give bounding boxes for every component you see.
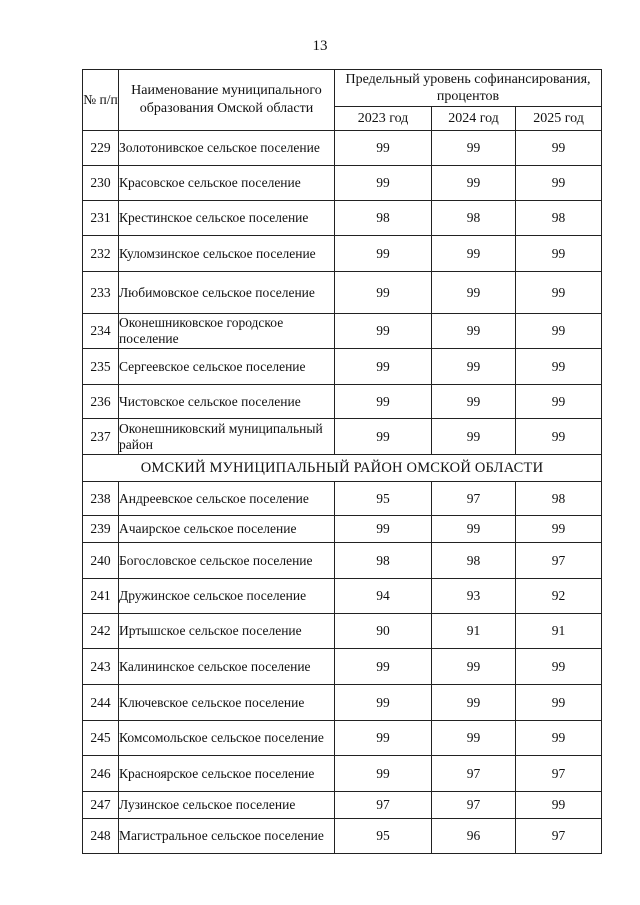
- row-name: Красовское сельское поселение: [119, 166, 335, 201]
- row-number: 239: [83, 516, 119, 543]
- value-2024: 99: [432, 166, 516, 201]
- value-2025: 97: [516, 756, 602, 792]
- value-2025: 99: [516, 516, 602, 543]
- table-row: [83, 201, 602, 236]
- row-number: 230: [83, 166, 119, 201]
- value-2025: 99: [516, 272, 602, 314]
- value-2023: 99: [335, 166, 432, 201]
- row-name: Крестинское сельское поселение: [119, 201, 335, 236]
- table-row: [83, 756, 602, 792]
- table-row: [83, 614, 602, 649]
- value-2023: 99: [335, 685, 432, 721]
- value-2023: 95: [335, 482, 432, 516]
- table-row: [83, 314, 602, 349]
- row-number: 232: [83, 236, 119, 272]
- value-2023: 99: [335, 349, 432, 385]
- value-2025: 97: [516, 543, 602, 579]
- value-2024: 97: [432, 792, 516, 819]
- value-2025: 99: [516, 166, 602, 201]
- row-number: 245: [83, 721, 119, 756]
- row-number: 242: [83, 614, 119, 649]
- row-name: Оконешниковский муниципальный район: [119, 419, 335, 455]
- value-2024: 99: [432, 236, 516, 272]
- row-name: Ключевское сельское поселение: [119, 685, 335, 721]
- row-number: 236: [83, 385, 119, 419]
- value-2024: 99: [432, 721, 516, 756]
- value-2023: 99: [335, 721, 432, 756]
- value-2025: 99: [516, 385, 602, 419]
- table-row: [83, 819, 602, 854]
- value-2023: 99: [335, 314, 432, 349]
- row-number: 247: [83, 792, 119, 819]
- row-name: Лузинское сельское поселение: [119, 792, 335, 819]
- row-name: Красноярское сельское поселение: [119, 756, 335, 792]
- row-number: 248: [83, 819, 119, 854]
- section-row: [83, 455, 602, 482]
- header-year-2025: 2025 год: [516, 107, 602, 131]
- row-name: Богословское сельское поселение: [119, 543, 335, 579]
- row-number: 229: [83, 131, 119, 166]
- table-row: [83, 685, 602, 721]
- value-2025: 99: [516, 236, 602, 272]
- table-header: [83, 70, 602, 131]
- row-number: 234: [83, 314, 119, 349]
- value-2024: 98: [432, 543, 516, 579]
- value-2025: 99: [516, 721, 602, 756]
- value-2024: 96: [432, 819, 516, 854]
- table-row: [83, 721, 602, 756]
- table-row: [83, 349, 602, 385]
- value-2024: 91: [432, 614, 516, 649]
- value-2025: 99: [516, 131, 602, 166]
- table-row: [83, 419, 602, 455]
- row-number: 240: [83, 543, 119, 579]
- table-row: [83, 272, 602, 314]
- page-number: 13: [312, 38, 328, 54]
- header-name: Наименование муниципального образования Омской области: [119, 70, 335, 131]
- row-number: 235: [83, 349, 119, 385]
- value-2024: 99: [432, 349, 516, 385]
- row-name: Чистовское сельское поселение: [119, 385, 335, 419]
- value-2024: 99: [432, 685, 516, 721]
- table-row: [83, 236, 602, 272]
- value-2025: 98: [516, 201, 602, 236]
- row-number: 246: [83, 756, 119, 792]
- value-2023: 97: [335, 792, 432, 819]
- value-2023: 99: [335, 236, 432, 272]
- table-row: [83, 649, 602, 685]
- value-2025: 99: [516, 419, 602, 455]
- row-name: Калининское сельское поселение: [119, 649, 335, 685]
- value-2024: 99: [432, 385, 516, 419]
- value-2023: 90: [335, 614, 432, 649]
- value-2023: 99: [335, 649, 432, 685]
- value-2024: 99: [432, 516, 516, 543]
- value-2024: 97: [432, 756, 516, 792]
- table-row: [83, 482, 602, 516]
- row-name: Комсомольское сельское поселение: [119, 721, 335, 756]
- header-year-2023: 2023 год: [335, 107, 432, 131]
- row-number: 231: [83, 201, 119, 236]
- table-row: [83, 516, 602, 543]
- header-year-2024: 2024 год: [432, 107, 516, 131]
- value-2023: 94: [335, 579, 432, 614]
- value-2025: 91: [516, 614, 602, 649]
- value-2023: 99: [335, 385, 432, 419]
- value-2025: 92: [516, 579, 602, 614]
- value-2024: 97: [432, 482, 516, 516]
- row-number: 241: [83, 579, 119, 614]
- row-name: Иртышское сельское поселение: [119, 614, 335, 649]
- value-2025: 97: [516, 819, 602, 854]
- table-row: [83, 792, 602, 819]
- value-2023: 98: [335, 201, 432, 236]
- row-number: 244: [83, 685, 119, 721]
- value-2023: 98: [335, 543, 432, 579]
- header-number: № п/п: [83, 70, 119, 131]
- value-2024: 99: [432, 649, 516, 685]
- value-2025: 99: [516, 685, 602, 721]
- row-number: 243: [83, 649, 119, 685]
- row-number: 238: [83, 482, 119, 516]
- row-number: 237: [83, 419, 119, 455]
- value-2024: 98: [432, 201, 516, 236]
- value-2023: 99: [335, 756, 432, 792]
- value-2025: 99: [516, 314, 602, 349]
- value-2024: 99: [432, 419, 516, 455]
- row-name: Сергеевское сельское поселение: [119, 349, 335, 385]
- value-2023: 99: [335, 131, 432, 166]
- row-name: Оконешниковское городское поселение: [119, 314, 335, 349]
- value-2023: 99: [335, 419, 432, 455]
- row-number: 233: [83, 272, 119, 314]
- cofinancing-table: [82, 69, 602, 854]
- value-2025: 99: [516, 349, 602, 385]
- table-row: [83, 131, 602, 166]
- row-name: Магистральное сельское поселение: [119, 819, 335, 854]
- row-name: Ачаирское сельское поселение: [119, 516, 335, 543]
- row-name: Куломзинское сельское поселение: [119, 236, 335, 272]
- table-row: [83, 579, 602, 614]
- value-2025: 99: [516, 792, 602, 819]
- section-title: ОМСКИЙ МУНИЦИПАЛЬНЫЙ РАЙОН ОМСКОЙ ОБЛАСТИ: [83, 455, 602, 482]
- table-row: [83, 543, 602, 579]
- value-2025: 99: [516, 649, 602, 685]
- value-2024: 99: [432, 314, 516, 349]
- value-2023: 99: [335, 516, 432, 543]
- value-2024: 99: [432, 272, 516, 314]
- row-name: Дружинское сельское поселение: [119, 579, 335, 614]
- table-row: [83, 166, 602, 201]
- value-2024: 93: [432, 579, 516, 614]
- value-2024: 99: [432, 131, 516, 166]
- header-cofinancing: Предельный уровень софинансирования, процентов: [335, 70, 602, 107]
- row-name: Любимовское сельское поселение: [119, 272, 335, 314]
- value-2023: 99: [335, 272, 432, 314]
- value-2023: 95: [335, 819, 432, 854]
- row-name: Золотонивское сельское поселение: [119, 131, 335, 166]
- value-2025: 98: [516, 482, 602, 516]
- table-row: [83, 385, 602, 419]
- row-name: Андреевское сельское поселение: [119, 482, 335, 516]
- table-body: [83, 131, 602, 854]
